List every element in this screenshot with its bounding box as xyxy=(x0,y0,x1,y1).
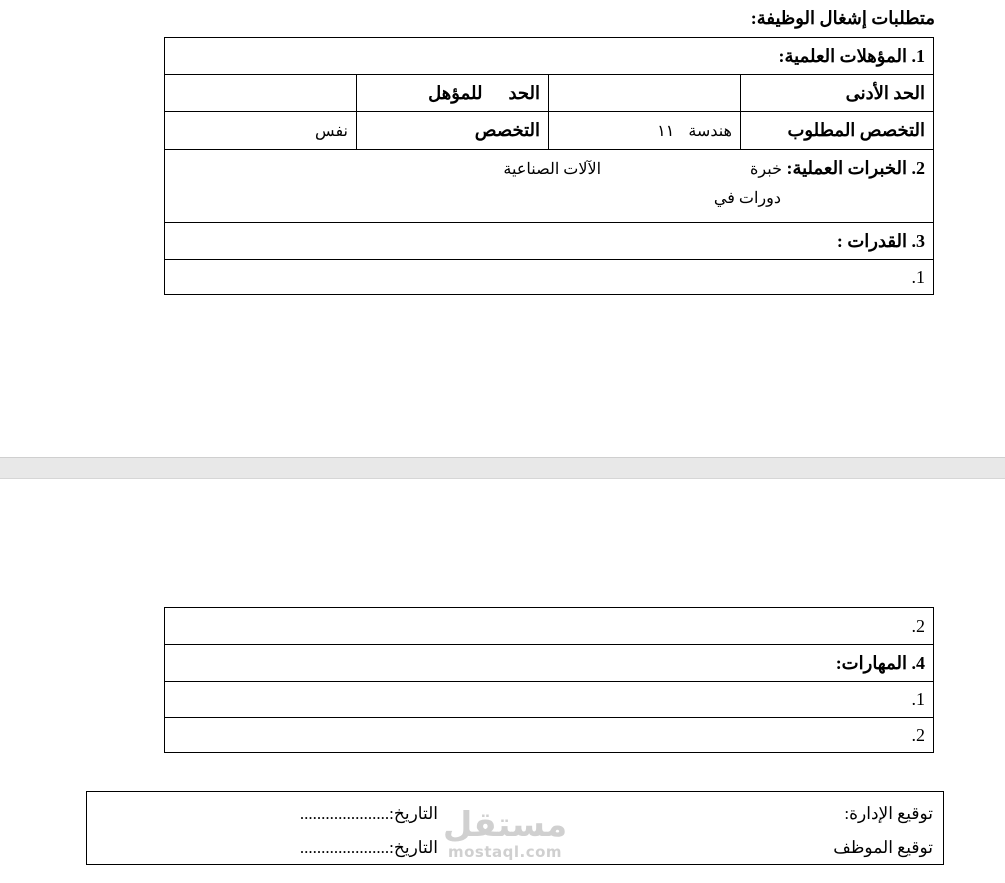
qualification-limit-label: الحدللمؤهل xyxy=(357,75,549,112)
abilities-item-2[interactable]: 2. xyxy=(165,608,934,645)
qualification-limit-value[interactable] xyxy=(165,75,357,112)
skills-item-1[interactable]: 1. xyxy=(165,682,934,718)
experience-field: الآلات الصناعية xyxy=(503,161,602,178)
employee-signature-label: توقيع الموظف xyxy=(833,838,933,857)
experience-title: 2. الخبرات العملية: xyxy=(786,158,925,178)
required-specialization-label: التخصص المطلوب xyxy=(741,112,934,150)
experience-cell xyxy=(165,150,934,223)
specialization-label: التخصص xyxy=(357,112,549,150)
employee-date[interactable]: التاريخ:..................... xyxy=(299,838,438,857)
specialization-value[interactable]: نفس xyxy=(165,112,357,150)
page-break xyxy=(0,457,1005,479)
qualifications-title: 1. المؤهلات العلمية: xyxy=(165,38,934,75)
job-requirements-table-continued xyxy=(164,607,934,753)
min-qualification-value[interactable] xyxy=(549,75,741,112)
courses-text: دورات في xyxy=(713,190,781,207)
abilities-item-1[interactable]: 1. xyxy=(165,260,934,295)
required-specialization-value[interactable]: هندسة١١ xyxy=(549,112,741,150)
signature-box xyxy=(86,791,944,865)
job-requirements-table xyxy=(164,37,934,295)
skills-title: 4. المهارات: xyxy=(165,645,934,682)
skills-item-2[interactable]: 2. xyxy=(165,718,934,753)
abilities-title: 3. القدرات : xyxy=(165,223,934,260)
page-title: متطلبات إشغال الوظيفة: xyxy=(750,8,935,28)
management-date[interactable]: التاريخ:..................... xyxy=(299,804,438,823)
experience-word: خبرة xyxy=(750,161,782,178)
min-qualification-label: الحد الأدنى xyxy=(741,75,934,112)
management-signature-label: توقيع الإدارة: xyxy=(844,804,933,823)
mostaql-watermark: مستقل mostaql.com xyxy=(442,805,568,861)
